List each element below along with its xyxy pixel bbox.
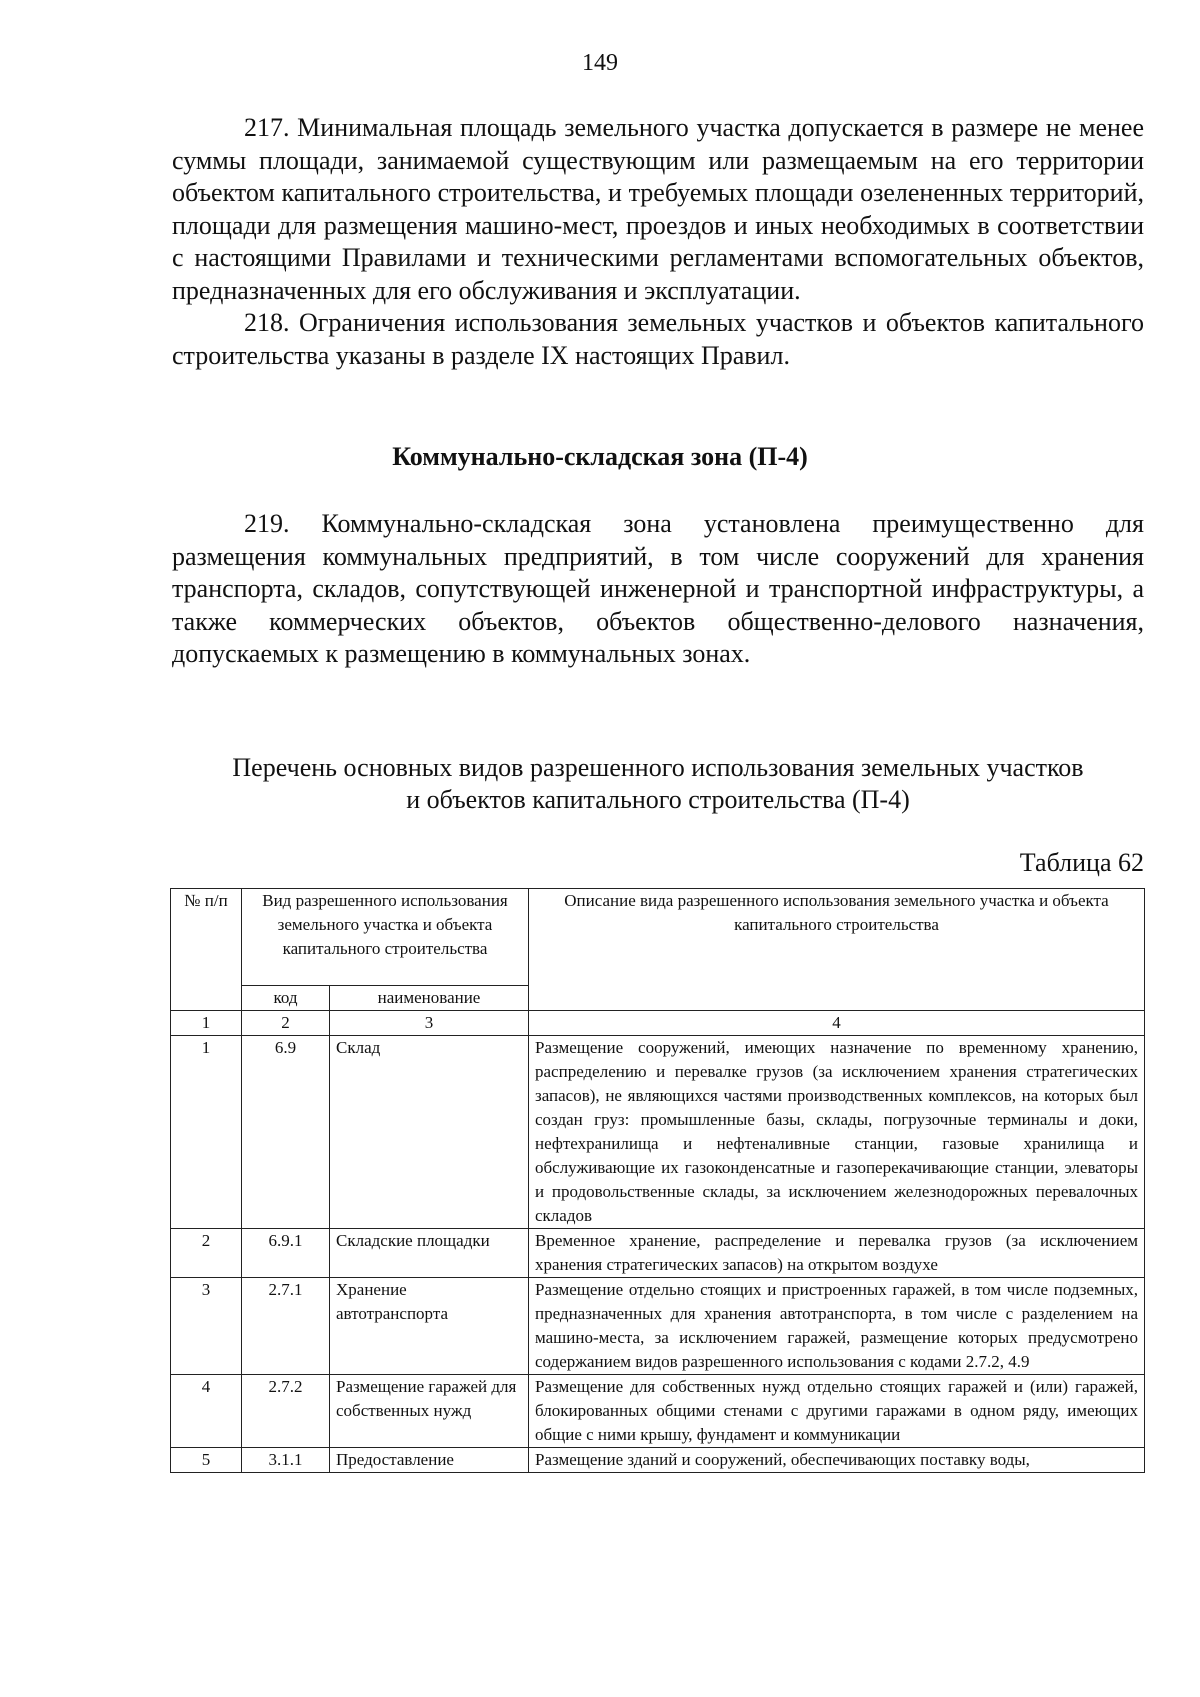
row-number: 2 — [171, 1229, 242, 1278]
table-header-row — [171, 889, 1145, 986]
column-number: 3 — [330, 1011, 529, 1036]
paragraph-219-block — [172, 508, 1144, 671]
row-description: Размещение зданий и сооружений, обеспечивающих поставку воды, — [529, 1448, 1145, 1473]
row-name: Хранение автотранспорта — [330, 1278, 529, 1375]
table-row — [171, 1278, 1145, 1375]
row-code: 6.9.1 — [242, 1229, 330, 1278]
row-code: 3.1.1 — [242, 1448, 330, 1473]
row-code: 2.7.1 — [242, 1278, 330, 1375]
row-number: 1 — [171, 1036, 242, 1229]
list-title-line-2: и объектов капитального строительства (П-4) — [406, 785, 910, 814]
row-description: Размещение сооружений, имеющих назначение по временному хранению, распределению и перевалке грузов (за исключением хранения стратегических запасов), не являющихся частями производственных комплексов, на которых был создан груз: промышленные базы, склады, погрузочные терминалы и доки, нефтехранилища и нефтеналивные станции, газовые хранилища и обслуживающие их газоконденсатные и газоперекачивающие станции, элеваторы и продовольственные склады, за исключением железнодорожных перевалочных складов — [529, 1036, 1145, 1229]
permitted-use-table — [170, 888, 1145, 1473]
table-row — [171, 1448, 1145, 1473]
column-number: 4 — [529, 1011, 1145, 1036]
row-description: Размещение для собственных нужд отдельно стоящих гаражей и (или) гаражей, блокированных общими стенами с другими гаражами в одном ряду, имеющих общие с ними крышу, фундамент и коммуникации — [529, 1375, 1145, 1448]
table-row — [171, 1229, 1145, 1278]
header-code: код — [242, 986, 330, 1011]
row-name: Складские площадки — [330, 1229, 529, 1278]
page-number: 149 — [582, 50, 618, 76]
header-number: № п/п — [171, 889, 242, 1011]
column-number-row — [171, 1011, 1145, 1036]
paragraphs-top — [172, 112, 1144, 372]
paragraph-218: 218. Ограничения использования земельных участков и объектов капитального строительства указаны в разделе IX настоящих Правил. — [172, 308, 1144, 370]
list-title-line-1: Перечень основных видов разрешенного использования земельных участков — [232, 753, 1084, 782]
paragraph-219: 219. Коммунально-складская зона установлена преимущественно для размещения коммунальных предприятий, в том числе сооружений для хранения транспорта, складов, сопутствующей инженерной и транспортной инфраструктуры, а также коммерческих объектов, объектов общественно-делового назначения, допускаемых к размещению в коммунальных зонах. — [172, 509, 1144, 668]
row-description: Размещение отдельно стоящих и пристроенных гаражей, в том числе подземных, предназначенных для хранения автотранспорта, в том числе с разделением на машино-места, за исключением гаражей, размещение которых предусмотрено содержанием видов разрешенного использования с кодами 2.7.2, 4.9 — [529, 1278, 1145, 1375]
row-code: 6.9 — [242, 1036, 330, 1229]
row-code: 2.7.2 — [242, 1375, 330, 1448]
table-row — [171, 1375, 1145, 1448]
row-name: Предоставление — [330, 1448, 529, 1473]
row-description: Временное хранение, распределение и перевалка грузов (за исключением хранения стратегических запасов) на открытом воздухе — [529, 1229, 1145, 1278]
row-number: 5 — [171, 1448, 242, 1473]
row-name: Размещение гаражей для собственных нужд — [330, 1375, 529, 1448]
row-number: 4 — [171, 1375, 242, 1448]
paragraph-217: 217. Минимальная площадь земельного участка допускается в размере не менее суммы площади, занимаемой существующим или размещаемым на его территории объектом капитального строительства, и требуемых площади озелененных территорий, площади для размещения машино-мест, проездов и иных необходимых в соответствии с настоящими Правилами и техническими регламентами вспомогательных объектов, предназначенных для его обслуживания и эксплуатации. — [172, 113, 1144, 305]
header-name: наименование — [330, 986, 529, 1011]
header-kind: Вид разрешенного использования земельного участка и объекта капитального строительства — [242, 889, 529, 986]
list-title — [172, 752, 1144, 816]
column-number: 2 — [242, 1011, 330, 1036]
header-description: Описание вида разрешенного использования земельного участка и объекта капитального строительства — [529, 889, 1145, 1011]
table-row — [171, 1036, 1145, 1229]
table-caption: Таблица 62 — [1019, 848, 1144, 877]
column-number: 1 — [171, 1011, 242, 1036]
section-title: Коммунально-складская зона (П-4) — [392, 442, 808, 471]
row-name: Склад — [330, 1036, 529, 1229]
row-number: 3 — [171, 1278, 242, 1375]
